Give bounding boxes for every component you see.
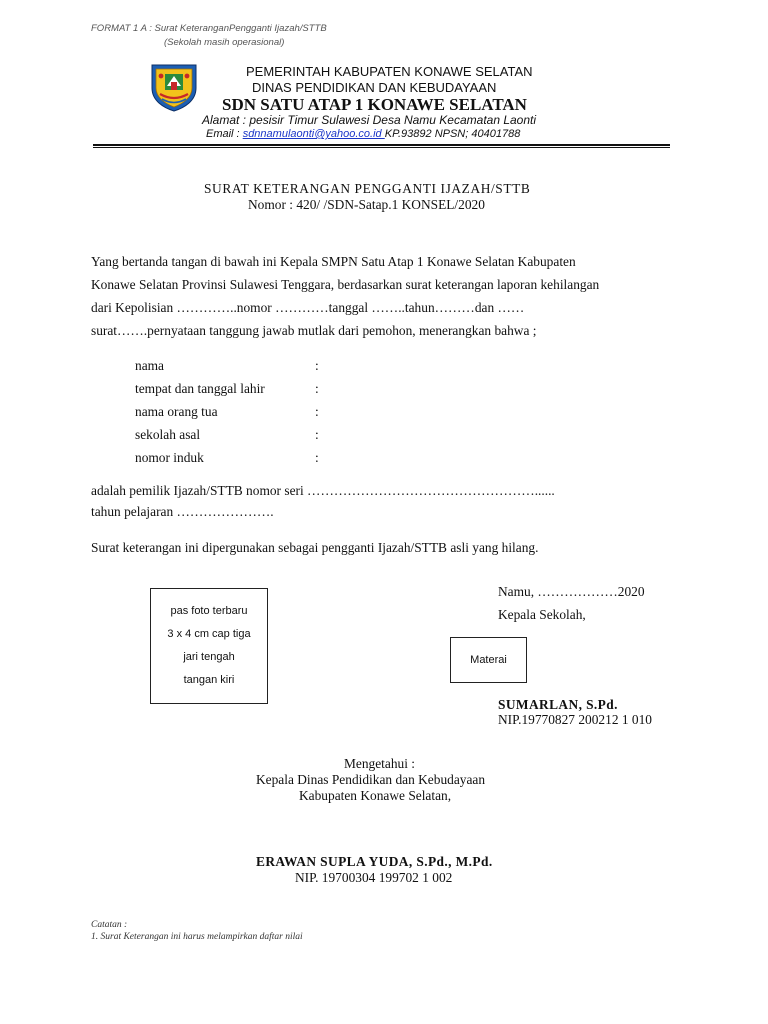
notes-item-1: 1. Surat Keterangan ini harus melampirkan daftar nilai [91,932,303,942]
field-separator: : [315,404,319,419]
field-label-birth: tempat dan tanggal lahir [135,381,265,396]
approval-nip: NIP. 19700304 199702 1 002 [295,870,453,885]
purpose-statement: Surat keterangan ini dipergunakan sebagai pengganti Ijazah/STTB asli yang hilang. [91,540,539,555]
photo-placeholder-box [150,588,268,704]
email-link[interactable]: sdnnamulaonti@yahoo.co.id [242,128,385,140]
intro-line-4: surat…….pernyataan tanggung jawab mutlak dari pemohon, menerangkan bahwa ; [91,323,537,338]
photo-instruction-line: tangan kiri [183,674,235,686]
letterhead-department: DINAS PENDIDIKAN DAN KEBUDAYAAN [252,80,497,95]
letterhead-divider-thick [93,144,670,146]
field-label-school: sekolah asal [135,427,201,442]
email-label: Email : [206,128,243,140]
photo-instruction-line: pas foto terbaru [170,605,248,617]
field-separator: : [315,358,319,373]
letterhead-government: PEMERINTAH KABUPATEN KONAWE SELATAN [246,64,533,79]
field-label-parent: nama orang tua [135,404,218,419]
signature-role: Kepala Sekolah, [498,607,586,622]
approval-known-by: Mengetahui : [344,756,416,771]
owner-line-2: tahun pelajaran …………………. [91,504,274,519]
owner-line-1: adalah pemilik Ijazah/STTB nomor seri ……………………………………………...... [91,483,555,498]
field-label-student-id: nomor induk [135,450,204,465]
approval-office: Kepala Dinas Pendidikan dan Kebudayaan [256,772,486,787]
approval-name: ERAWAN SUPLA YUDA, S.Pd., M.Pd. [256,854,493,869]
field-separator: : [315,381,319,396]
stamp-duty-box [450,637,527,683]
field-label-nama: nama [135,358,164,373]
postal-npsn: KP.93892 NPSN; 40401788 [384,128,521,140]
document-number: Nomor : 420/ /SDN-Satap.1 KONSEL/2020 [248,197,485,212]
letterhead-address: Alamat : pesisir Timur Sulawesi Desa Namu Kecamatan Laonti [202,113,537,127]
regency-emblem-icon [148,62,200,112]
signature-place-date: Namu, ………………2020 [498,584,645,599]
document-title: SURAT KETERANGAN PENGGANTI IJAZAH/STTB [204,181,531,196]
signature-nip: NIP.19770827 200212 1 010 [498,712,652,727]
format-line-2: (Sekolah masih operasional) [164,37,285,48]
intro-line-3: dari Kepolisian …………..nomor …………tanggal ……..tahun………dan …… [91,300,525,315]
intro-line-2: Konawe Selatan Provinsi Sulawesi Tenggara, berdasarkan surat keterangan laporan kehilangan [91,277,600,292]
notes-heading: Catatan : [91,920,128,930]
letterhead-divider-thin [93,147,670,148]
approval-regency: Kabupaten Konawe Selatan, [299,788,452,803]
signature-name: SUMARLAN, S.Pd. [498,697,618,712]
photo-instruction-line: jari tengah [183,651,235,663]
stamp-duty-label: Materai [470,654,507,666]
photo-instruction-line: 3 x 4 cm cap tiga [167,628,251,640]
field-separator: : [315,427,319,442]
intro-line-1: Yang bertanda tangan di bawah ini Kepala SMPN Satu Atap 1 Konawe Selatan Kabupaten [91,254,576,269]
field-separator: : [315,450,319,465]
format-line-1: FORMAT 1 A : Surat KeteranganPengganti Ijazah/STTB [91,23,327,34]
letterhead-contact [206,128,520,140]
letterhead-school-name: SDN SATU ATAP 1 KONAWE SELATAN [222,95,527,114]
